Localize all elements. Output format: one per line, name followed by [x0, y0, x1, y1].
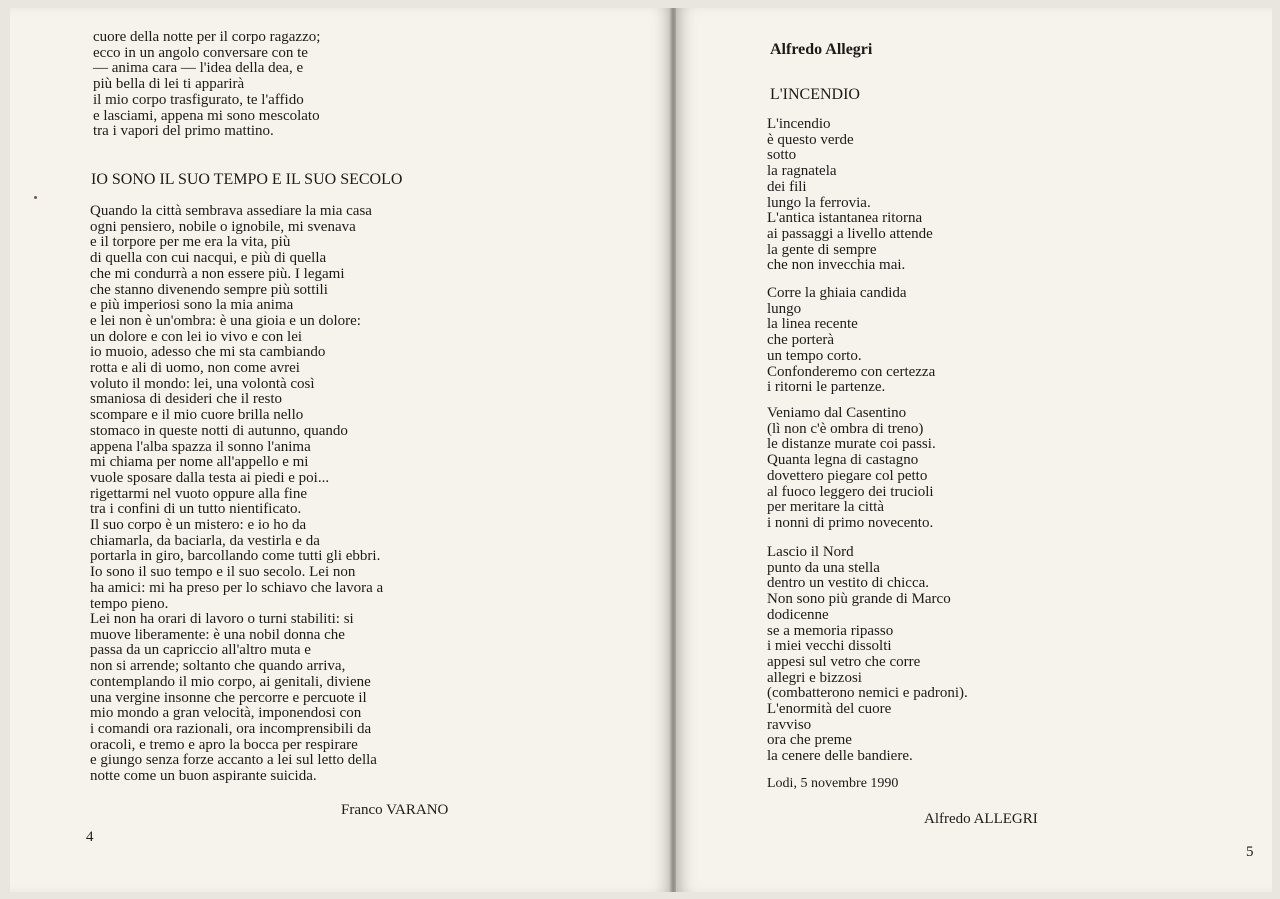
poem-line: contemplando il mio corpo, ai genitali, diviene: [90, 673, 371, 690]
poem-line: lungo: [767, 300, 802, 317]
poem-line: (combatterono nemici e padroni).: [767, 685, 968, 702]
poem-stanza: [767, 286, 935, 396]
poem-line: i ritorni le partenze.: [767, 379, 886, 396]
poem-line: Veniamo dal Casentino: [767, 405, 907, 421]
poem-line: stomaco in queste notti di autunno, quando: [90, 422, 348, 439]
poem-intro-continuation: [93, 30, 320, 140]
poem-line: allegri e bizzosi: [767, 669, 862, 686]
poem-line: scompare e il mio cuore brilla nello: [90, 407, 304, 424]
poem-line: che porterà: [767, 332, 835, 349]
poem-line: sotto: [767, 147, 797, 164]
place-date: Lodi, 5 novembre 1990: [767, 776, 899, 791]
poem-line: le distanze murate coi passi.: [767, 436, 936, 453]
poem-line: ora che preme: [767, 732, 852, 749]
poem-stanza-2: [90, 612, 377, 785]
poem-line: L'antica istantanea ritorna: [767, 210, 923, 227]
poem-heading: IO SONO IL SUO TEMPO E IL SUO SECOLO: [91, 171, 403, 188]
poem-line: chiamarla, da baciarla, da vestirla e da: [90, 532, 320, 549]
poem-line: e più imperiosi sono la mia anima: [90, 297, 294, 314]
poem-line: un tempo corto.: [767, 347, 862, 364]
page-number: 5: [1246, 844, 1254, 860]
poem-line: dentro un vestito di chicca.: [767, 575, 930, 592]
poem-line: un dolore e con lei io vivo e con lei: [90, 328, 303, 345]
left-page: [10, 8, 672, 892]
poem-line: i comandi ora razionali, ora incomprensibili da: [90, 720, 372, 737]
poem-stanza: [767, 406, 936, 532]
poem-line: Quando la città sembrava assediare la mia casa: [90, 203, 372, 219]
poem-line: ecco in un angolo conversare con te: [93, 44, 308, 61]
poem-line: Lascio il Nord: [767, 544, 854, 560]
poem-line: tra i vapori del primo mattino.: [93, 123, 274, 140]
poem-line: non si arrende; soltanto che quando arriva,: [90, 658, 346, 675]
author-signature: Franco VARANO: [341, 802, 449, 818]
poem-line: ogni pensiero, nobile o ignobile, mi svenava: [90, 218, 356, 235]
poem-line: io muoio, adesso che mi sta cambiando: [90, 344, 326, 361]
poem-line: vuole sposare dalla testa ai piedi e poi...: [90, 469, 330, 486]
poem-line: appesi sul vetro che corre: [767, 653, 921, 670]
poem-line: — anima cara — l'idea della dea, e: [93, 60, 304, 77]
poem-line: Io sono il suo tempo e il suo secolo. Lei non: [90, 564, 356, 581]
author-signature: Alfredo ALLEGRI: [924, 811, 1038, 827]
page-number: 4: [86, 829, 94, 845]
poem-line: che stanno divenendo sempre più sottili: [90, 281, 328, 298]
poem-line: i miei vecchi dissolti: [767, 638, 892, 655]
poem-line: una vergine insonne che percorre e percuote il: [90, 689, 367, 706]
poem-line: e lei non è un'ombra: è una gioia e un dolore:: [90, 312, 361, 329]
poem-line: che mi condurrà a non essere più. I legami: [90, 265, 345, 282]
poem-line: Corre la ghiaia candida: [767, 285, 907, 301]
poem-line: Il suo corpo è un mistero: e io ho da: [90, 517, 307, 534]
poem-line: appena l'alba spazza il sonno l'anima: [90, 438, 311, 455]
poem-line: è questo verde: [767, 131, 854, 148]
poem-line: rigettarmi nel vuoto oppure alla fine: [90, 485, 308, 502]
poem-line: che non invecchia mai.: [767, 257, 906, 274]
poem-line: tra i confini di un tutto nientificato.: [90, 501, 302, 518]
poem-line: lungo la ferrovia.: [767, 194, 871, 211]
poem-line: la linea recente: [767, 316, 858, 333]
poem-line: il mio corpo trasfigurato, te l'affido: [93, 91, 304, 108]
poem-line: dei fili: [767, 178, 807, 195]
poem-line: cuore della notte per il corpo ragazzo;: [93, 29, 321, 45]
poem-line: rotta e ali di uomo, non come avrei: [90, 360, 300, 377]
poem-title: L'INCENDIO: [770, 86, 860, 103]
poem-line: mio mondo a gran velocità, imponendosi con: [90, 705, 362, 722]
poem-line: portarla in giro, barcollando come tutti gli ebbri.: [90, 548, 381, 565]
poem-line: Non sono più grande di Marco: [767, 591, 951, 608]
poem-line: la cenere delle bandiere.: [767, 748, 913, 765]
poem-line: tempo pieno.: [90, 595, 169, 612]
author-heading: Alfredo Allegri: [770, 41, 873, 58]
poem-line: al fuoco leggero dei trucioli: [767, 483, 934, 500]
poem-stanza: [767, 117, 933, 274]
poem-line: smaniosa di desideri che il resto: [90, 391, 283, 408]
poem-line: Quanta legna di castagno: [767, 452, 919, 469]
poem-line: e il torpore per me era la vita, più: [90, 234, 291, 251]
poem-line: punto da una stella: [767, 559, 880, 576]
poem-line: i nonni di primo novecento.: [767, 514, 934, 531]
poem-line: muove liberamente: è una nobil donna che: [90, 626, 345, 643]
poem-line: dovettero piegare col petto: [767, 467, 928, 484]
poem-line: notte come un buon aspirante suicida.: [90, 768, 317, 785]
poem-line: la ragnatela: [767, 163, 837, 180]
poem-line: oracoli, e tremo e apro la bocca per respirare: [90, 736, 358, 753]
poem-line: ha amici: mi ha preso per lo schiavo che lavora a: [90, 579, 384, 596]
poem-line: L'enormità del cuore: [767, 701, 892, 718]
poem-stanza-1: [90, 204, 383, 612]
poem-line: Confonderemo con certezza: [767, 363, 936, 380]
poem-line: se a memoria ripasso: [767, 622, 894, 639]
right-page: [676, 8, 1272, 892]
poem-line: la gente di sempre: [767, 241, 877, 258]
poem-line: per meritare la città: [767, 499, 885, 516]
poem-line: L'incendio: [767, 116, 831, 132]
poem-line: Lei non ha orari di lavoro o turni stabiliti: si: [90, 611, 354, 627]
poem-line: (lì non c'è ombra di treno): [767, 420, 924, 437]
poem-line: dodicenne: [767, 606, 829, 623]
poem-line: più bella di lei ti apparirà: [93, 76, 245, 93]
poem-line: ravviso: [767, 716, 812, 733]
poem-line: mi chiama per nome all'appello e mi: [90, 454, 309, 471]
ink-speck: [34, 196, 37, 199]
poem-line: voluto il mondo: lei, una volontà così: [90, 375, 315, 392]
poem-line: e lasciami, appena mi sono mescolato: [93, 107, 320, 124]
poem-line: e giungo senza forze accanto a lei sul letto della: [90, 752, 377, 769]
poem-line: ai passaggi a livello attende: [767, 225, 933, 242]
poem-line: di quella con cui nacqui, e più di quella: [90, 250, 327, 267]
poem-line: passa da un capriccio all'altro muta e: [90, 642, 311, 659]
poem-stanza: [767, 545, 968, 765]
